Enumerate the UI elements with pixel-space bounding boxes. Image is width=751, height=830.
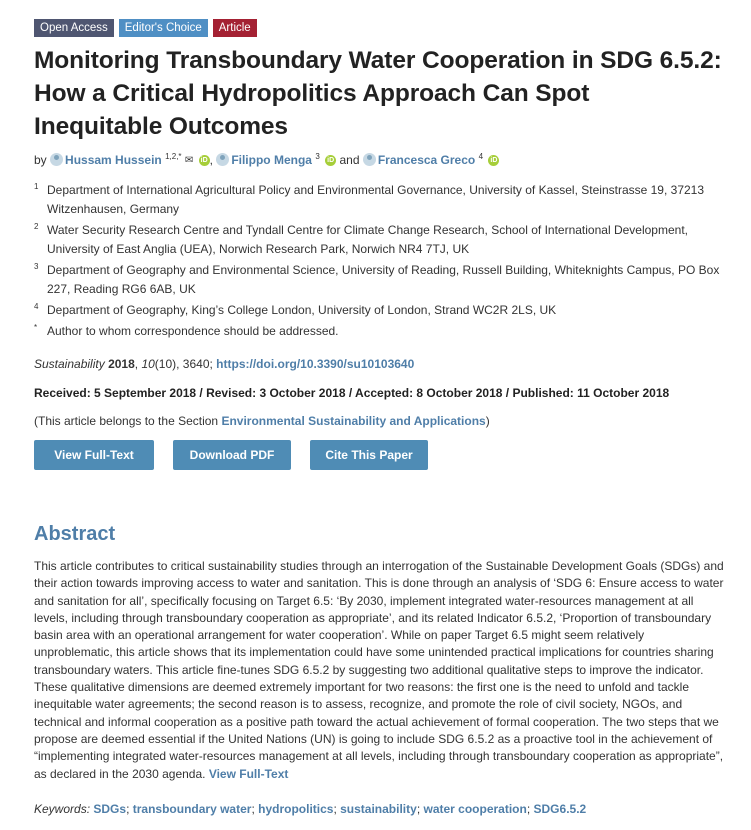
section-link[interactable]: Environmental Sustainability and Applications [221,414,486,428]
author-icon [50,153,63,166]
affiliation-number: 4 [34,302,39,311]
citation-volume: 10 [141,357,155,371]
journal-name: Sustainability [34,357,105,371]
orcid-icon[interactable]: iD [200,157,208,164]
editors-choice-badge: Editor's Choice [119,19,208,37]
affiliation-item [34,301,724,320]
citation-line: Sustainability 2018, 10(10), 3640; https://doi.org/10.3390/su10103640 [34,357,415,371]
affiliation-item [34,181,724,219]
article-type-badge: Article [213,19,257,37]
abstract-heading: Abstract [34,523,116,545]
cite-paper-button[interactable]: Cite This Paper [310,440,428,470]
citation-year: 2018 [108,357,135,371]
by-label: by [34,153,47,167]
orcid-icon[interactable]: iD [490,157,498,164]
author-link-hussein[interactable]: Hussam Hussein [65,153,162,167]
action-buttons [34,440,428,470]
abstract-text: This article contributes to critical sustainability studies through an interrogation of the Sustainable Development Goals (SDGs) and their action towards improving access to water and sanitation. This is done through an analysis of ‘SDG 6: Ensure access to water and sanitation for all’, specifically focusing on Target 6.5: ‘By 2030, implement integrated water-resources management at all levels, including through transboundary cooperation as appropriate’, and its related Indicator 6.5.2, ‘Proportion of transboundary basin area with an operational arrangement for water cooperation’. While on paper Target 6.5 might seem relatively unproblematic, this article shows that its implementation could have some unintended practical implications for countries sharing transboundary waters. This article fine-tunes SDG 6.5.2 by suggesting two additional qualitative steps to improve the indicator. These qualitative dimensions are deemed extremely important for two reasons: the first one is the need to unfold and tackle inequitable water agreements; the second reason is to assess, recognize, and promote the role of civil society, NGOs, and technical and informal cooperation as a positive path toward the actual achievement of formal cooperation. The two steps that we propose are deemed essential if the United Nations (UN) is going to include SDG 6.5.2 as a proactive tool in the achievement of “implementing integrated water-resources management at all levels, including through transboundary cooperation as appropriate”, as declared in the 2030 agenda. [34,559,724,781]
keywords-label: Keywords: [34,802,91,816]
affiliation-text: Department of International Agricultural Policy and Environmental Governance, University of Kassel, Steinstrasse 19, 37213 Witzenhausen, Germany [47,183,705,216]
separator: , [209,153,213,167]
author-link-greco[interactable]: Francesca Greco [377,153,476,167]
author-affil-sup: 4 [478,152,484,161]
author-link-menga[interactable]: Filippo Menga [231,153,312,167]
article-title: Monitoring Transboundary Water Cooperation in SDG 6.5.2: How a Critical Hydropolitics Approach Can Spot Inequitable Outcomes [34,47,722,140]
keyword-link[interactable]: sustainability [340,802,417,816]
affiliation-item [34,322,724,341]
affiliation-item [34,221,724,259]
affiliation-number: 2 [34,222,39,231]
keyword-link[interactable]: SDGs [93,802,127,816]
affiliation-number: 1 [34,182,39,191]
keyword-link[interactable]: transboundary water [132,802,252,816]
section-suffix: ) [485,414,490,428]
and-label: and [339,153,360,167]
affiliation-text: Department of Geography, King’s College London, University of London, Strand WC2R 2LS, UK [47,303,557,317]
section-prefix: (This article belongs to the Section [34,414,222,428]
download-pdf-button[interactable]: Download PDF [173,440,291,470]
affiliation-text: Water Security Research Centre and Tyndall Centre for Climate Change Research, School of International Development, University of East Anglia (UEA), Norwich Research Park, Norwich NR4 7TJ, UK [47,223,688,256]
author-affil-sup: 1,2,* [165,152,182,161]
keyword-link[interactable]: water cooperation [423,802,527,816]
citation-issue: (10) [154,357,177,371]
orcid-icon[interactable]: iD [327,157,335,164]
author-list [34,152,499,167]
envelope-icon[interactable]: ✉ [184,155,194,166]
open-access-badge: Open Access [34,19,114,37]
badge-row [34,19,257,37]
affiliation-text: Department of Geography and Environmental Science, University of Reading, Russell Building, Whiteknights Campus, PO Box 227, Reading RG6 6AB, UK [47,263,720,296]
abstract-body [34,558,726,783]
affiliations [34,181,724,341]
affiliation-number: * [34,323,38,332]
keyword-link[interactable]: hydropolitics [258,802,334,816]
abstract-full-text-link[interactable]: View Full-Text [208,766,289,781]
keyword-link[interactable]: SDG6.5.2 [533,802,587,816]
affiliation-text: Author to whom correspondence should be addressed. [47,324,339,338]
publication-dates: Received: 5 September 2018 / Revised: 3 October 2018 / Accepted: 8 October 2018 / Published: 11 October 2018 [34,386,670,400]
affiliation-number: 3 [34,262,39,271]
author-icon [363,153,376,166]
citation-pages: , 3640; [176,357,217,371]
doi-link[interactable]: https://doi.org/10.3390/su10103640 [216,357,415,371]
author-affil-sup: 3 [315,152,320,161]
view-full-text-button[interactable]: View Full-Text [34,440,154,470]
author-icon [216,153,229,166]
section-note [34,414,490,428]
keywords: Keywords: SDGs; transboundary water; hydropolitics; sustainability; water cooperation; SDG6.5.2 [34,802,587,816]
affiliation-item [34,261,724,299]
